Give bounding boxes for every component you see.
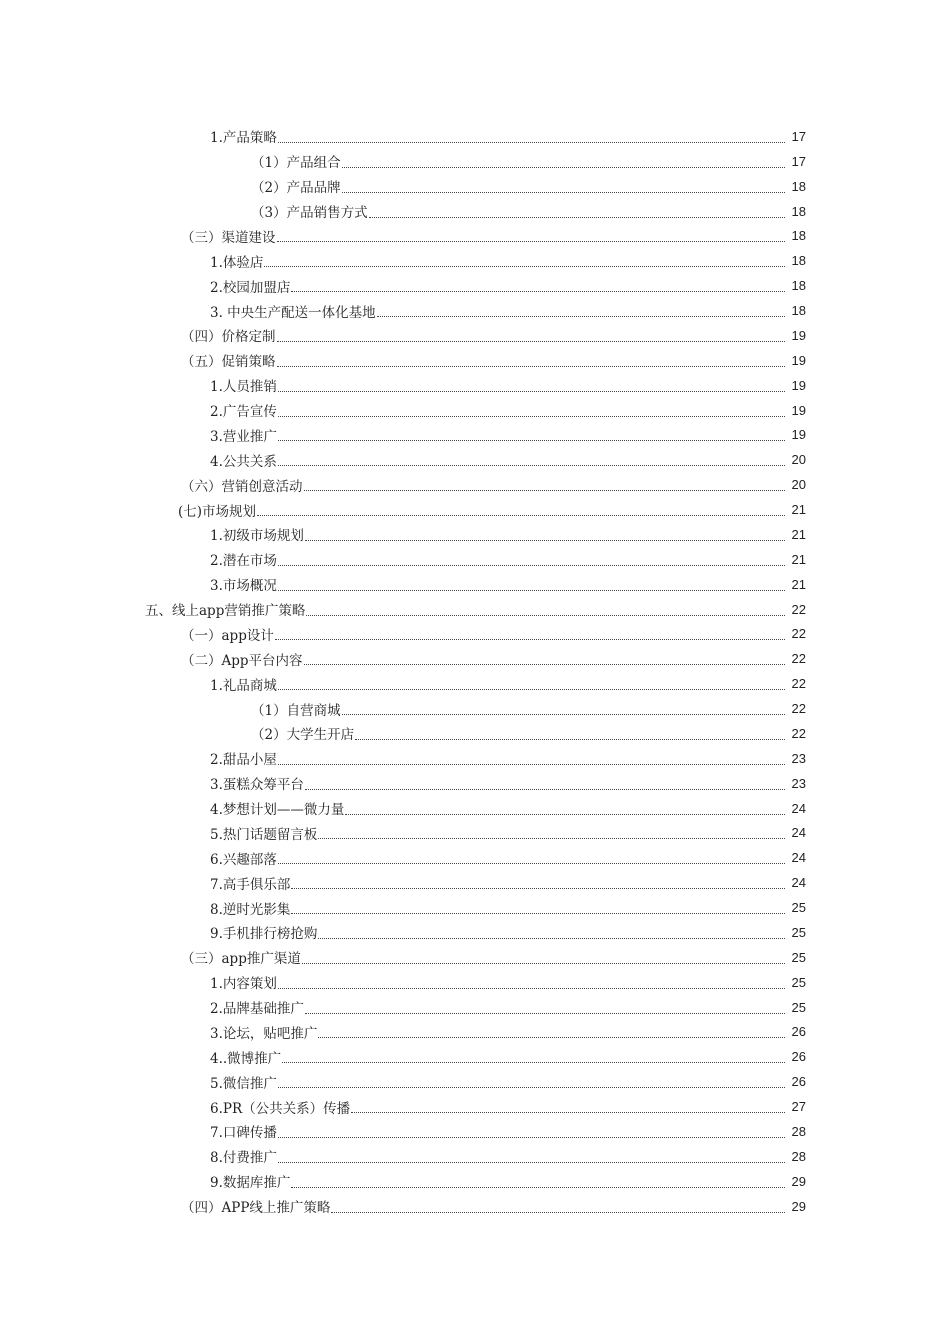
toc-entry[interactable]	[0, 224, 806, 249]
toc-entry-title: 9.手机排行榜抢购	[210, 926, 318, 943]
toc-entry-page-number: 23	[791, 775, 806, 791]
toc-entry-title: 2.品牌基础推广	[210, 1001, 304, 1018]
toc-entry[interactable]	[0, 1069, 806, 1094]
toc-entry-title: （五）促销策略	[181, 354, 276, 371]
toc-entry[interactable]	[0, 1194, 806, 1219]
dot-leader	[278, 141, 785, 143]
toc-entry-page-number: 24	[791, 850, 806, 866]
toc-entry[interactable]	[0, 447, 806, 472]
dot-leader	[318, 1036, 785, 1038]
toc-entry[interactable]	[0, 423, 806, 448]
toc-entry-title: （1）产品组合	[251, 155, 341, 172]
dot-leader	[305, 788, 785, 790]
dot-leader	[291, 290, 785, 292]
toc-entry[interactable]	[0, 696, 806, 721]
toc-entry-title: 9.数据库推广	[210, 1175, 291, 1192]
toc-entry-page-number: 26	[791, 1049, 806, 1065]
dot-leader	[342, 191, 785, 193]
dot-leader	[275, 638, 785, 640]
toc-entry[interactable]	[0, 398, 806, 423]
toc-entry[interactable]	[0, 547, 806, 572]
toc-entry-title: 2.校园加盟店	[210, 279, 291, 296]
dot-leader	[277, 365, 786, 367]
toc-entry-page-number: 24	[791, 825, 806, 841]
toc-entry-page-number: 22	[791, 676, 806, 692]
toc-entry-page-number: 20	[791, 477, 806, 493]
dot-leader	[278, 564, 785, 566]
dot-leader	[278, 1136, 785, 1138]
dot-leader	[369, 216, 785, 218]
toc-entry-page-number: 24	[791, 875, 806, 891]
toc-entry-title: 2.潜在市场	[210, 553, 277, 570]
toc-entry[interactable]	[0, 348, 806, 373]
toc-entry[interactable]	[0, 671, 806, 696]
toc-entry-page-number: 22	[791, 701, 806, 717]
toc-entry-title: 2.广告宣传	[210, 404, 277, 421]
toc-entry-page-number: 22	[791, 626, 806, 642]
toc-entry[interactable]	[0, 895, 806, 920]
toc-entry-title: 3.市场概况	[210, 578, 277, 595]
toc-entry-page-number: 20	[791, 452, 806, 468]
toc-entry-title: 6.兴趣部落	[210, 851, 277, 868]
toc-entry[interactable]	[0, 472, 806, 497]
toc-entry-title: 五、线上app营销推广策略	[145, 603, 306, 620]
dot-leader	[291, 887, 785, 889]
toc-entry[interactable]	[0, 174, 806, 199]
dot-leader	[342, 713, 785, 715]
toc-entry-title: （2）大学生开店	[251, 727, 355, 744]
dot-leader	[355, 738, 785, 740]
toc-entry-page-number: 17	[791, 153, 806, 169]
toc-entry[interactable]	[0, 248, 806, 273]
toc-entry-title: （3）产品销售方式	[251, 205, 368, 222]
dot-leader	[304, 663, 785, 665]
toc-entry-page-number: 25	[791, 900, 806, 916]
toc-entry-title: （四）APP线上推广策略	[181, 1200, 331, 1217]
toc-entry-title: （六）营销创意活动	[181, 478, 303, 495]
toc-entry-page-number: 25	[791, 924, 806, 940]
toc-entry-title: 3.营业推广	[210, 428, 277, 445]
toc-entry-page-number: 28	[791, 1148, 806, 1164]
dot-leader	[278, 464, 785, 466]
toc-entry-title: 1.人员推销	[210, 379, 277, 396]
dot-leader	[351, 1111, 785, 1113]
toc-entry[interactable]	[0, 1144, 806, 1169]
dot-leader	[257, 514, 785, 516]
toc-entry[interactable]	[0, 323, 806, 348]
toc-entry[interactable]	[0, 646, 806, 671]
toc-entry-page-number: 18	[791, 178, 806, 194]
toc-entry[interactable]	[0, 149, 806, 174]
dot-leader	[302, 962, 785, 964]
toc-entry[interactable]	[0, 721, 806, 746]
toc-entry-title: 7.高手俱乐部	[210, 876, 291, 893]
toc-entry[interactable]	[0, 920, 806, 945]
table-of-contents	[0, 124, 950, 1219]
dot-leader	[278, 1161, 785, 1163]
toc-entry[interactable]	[0, 572, 806, 597]
toc-entry-title: 1.初级市场规划	[210, 528, 304, 545]
toc-entry-title: 6.PR（公共关系）传播	[210, 1100, 351, 1117]
toc-entry-page-number: 18	[791, 253, 806, 269]
toc-entry-page-number: 18	[791, 203, 806, 219]
toc-entry-page-number: 18	[791, 228, 806, 244]
dot-leader	[304, 489, 786, 491]
dot-leader	[264, 265, 785, 267]
toc-entry[interactable]	[0, 497, 806, 522]
toc-entry-page-number: 19	[791, 427, 806, 443]
toc-entry[interactable]	[0, 771, 806, 796]
toc-entry-page-number: 21	[791, 502, 806, 518]
toc-entry-page-number: 26	[791, 1074, 806, 1090]
toc-entry-page-number: 18	[791, 303, 806, 319]
toc-entry-page-number: 21	[791, 526, 806, 542]
dot-leader	[278, 987, 785, 989]
toc-entry[interactable]	[0, 995, 806, 1020]
toc-entry-title: 2.甜品小屋	[210, 752, 277, 769]
toc-entry-title: (七)市场规划	[178, 503, 257, 520]
toc-entry-page-number: 17	[791, 128, 806, 144]
toc-entry[interactable]	[0, 597, 806, 622]
toc-entry[interactable]	[0, 796, 806, 821]
toc-entry-page-number: 19	[791, 352, 806, 368]
toc-entry[interactable]	[0, 1094, 806, 1119]
toc-entry-title: （一）app设计	[181, 627, 274, 644]
toc-entry[interactable]	[0, 1044, 806, 1069]
toc-entry-title: 1.产品策略	[210, 130, 277, 147]
toc-entry-title: 1.礼品商城	[210, 677, 277, 694]
toc-entry-title: 4.公共关系	[210, 453, 277, 470]
toc-entry[interactable]	[0, 945, 806, 970]
dot-leader	[278, 862, 785, 864]
toc-entry-title: （1）自营商城	[251, 702, 341, 719]
toc-entry-title: 5.热门话题留言板	[210, 826, 318, 843]
toc-entry-title: 8.付费推广	[210, 1150, 277, 1167]
toc-entry-page-number: 25	[791, 949, 806, 965]
toc-entry-page-number: 24	[791, 800, 806, 816]
toc-entry-title: 3.蛋糕众筹平台	[210, 777, 304, 794]
toc-entry-page-number: 18	[791, 278, 806, 294]
dot-leader	[377, 315, 785, 317]
toc-entry-page-number: 23	[791, 750, 806, 766]
dot-leader	[331, 1211, 785, 1213]
toc-entry-page-number: 22	[791, 601, 806, 617]
dot-leader	[306, 614, 785, 616]
toc-entry-page-number: 22	[791, 651, 806, 667]
dot-leader	[278, 439, 785, 441]
dot-leader	[318, 837, 785, 839]
toc-entry-title: （四）价格定制	[181, 329, 276, 346]
toc-entry[interactable]	[0, 746, 806, 771]
toc-entry-title: 1.体验店	[210, 254, 264, 271]
toc-entry[interactable]	[0, 124, 806, 149]
dot-leader	[278, 415, 785, 417]
toc-entry-page-number: 26	[791, 1024, 806, 1040]
toc-entry-page-number: 29	[791, 1173, 806, 1189]
toc-entry-title: （三）app推广渠道	[181, 951, 301, 968]
dot-leader	[277, 340, 786, 342]
toc-entry-title: 3. 中央生产配送一体化基地	[210, 304, 376, 321]
toc-entry-title: （2）产品品牌	[251, 180, 341, 197]
dot-leader	[277, 240, 786, 242]
toc-entry[interactable]	[0, 821, 806, 846]
dot-leader	[291, 912, 785, 914]
dot-leader	[305, 539, 785, 541]
toc-entry-page-number: 27	[791, 1099, 806, 1115]
toc-entry-page-number: 21	[791, 551, 806, 567]
toc-entry[interactable]	[0, 373, 806, 398]
dot-leader	[345, 813, 785, 815]
toc-entry[interactable]	[0, 845, 806, 870]
toc-entry[interactable]	[0, 622, 806, 647]
toc-entry-title: 8.逆时光影集	[210, 901, 291, 918]
dot-leader	[305, 1012, 785, 1014]
toc-entry-title: （三）渠道建设	[181, 229, 276, 246]
dot-leader	[291, 1186, 785, 1188]
dot-leader	[278, 1086, 785, 1088]
dot-leader	[278, 390, 785, 392]
toc-entry[interactable]	[0, 199, 806, 224]
toc-entry-title: 1.内容策划	[210, 976, 277, 993]
toc-entry-page-number: 28	[791, 1123, 806, 1139]
toc-entry-title: （二）App平台内容	[181, 652, 303, 669]
toc-entry[interactable]	[0, 970, 806, 995]
toc-entry-page-number: 22	[791, 725, 806, 741]
toc-entry-title: 5.微信推广	[210, 1075, 277, 1092]
toc-entry-page-number: 25	[791, 974, 806, 990]
toc-entry-title: 3.论坛，贴吧推广	[210, 1025, 318, 1042]
dot-leader	[278, 763, 785, 765]
toc-entry[interactable]	[0, 870, 806, 895]
dot-leader	[282, 1061, 785, 1063]
dot-leader	[278, 589, 785, 591]
toc-entry[interactable]	[0, 1169, 806, 1194]
dot-leader	[318, 937, 785, 939]
toc-entry-page-number: 25	[791, 999, 806, 1015]
toc-entry-page-number: 19	[791, 402, 806, 418]
toc-entry[interactable]	[0, 522, 806, 547]
toc-entry-page-number: 29	[791, 1198, 806, 1214]
toc-entry-title: 4..微博推广	[210, 1050, 282, 1067]
toc-entry-title: 7.口碑传播	[210, 1125, 277, 1142]
toc-entry[interactable]	[0, 1020, 806, 1045]
toc-entry-page-number: 19	[791, 327, 806, 343]
toc-entry-page-number: 19	[791, 377, 806, 393]
toc-entry-page-number: 21	[791, 576, 806, 592]
dot-leader	[342, 166, 785, 168]
toc-entry[interactable]	[0, 298, 806, 323]
toc-entry-title: 4.梦想计划——微力量	[210, 802, 345, 819]
toc-entry[interactable]	[0, 1119, 806, 1144]
toc-entry[interactable]	[0, 273, 806, 298]
dot-leader	[278, 688, 785, 690]
